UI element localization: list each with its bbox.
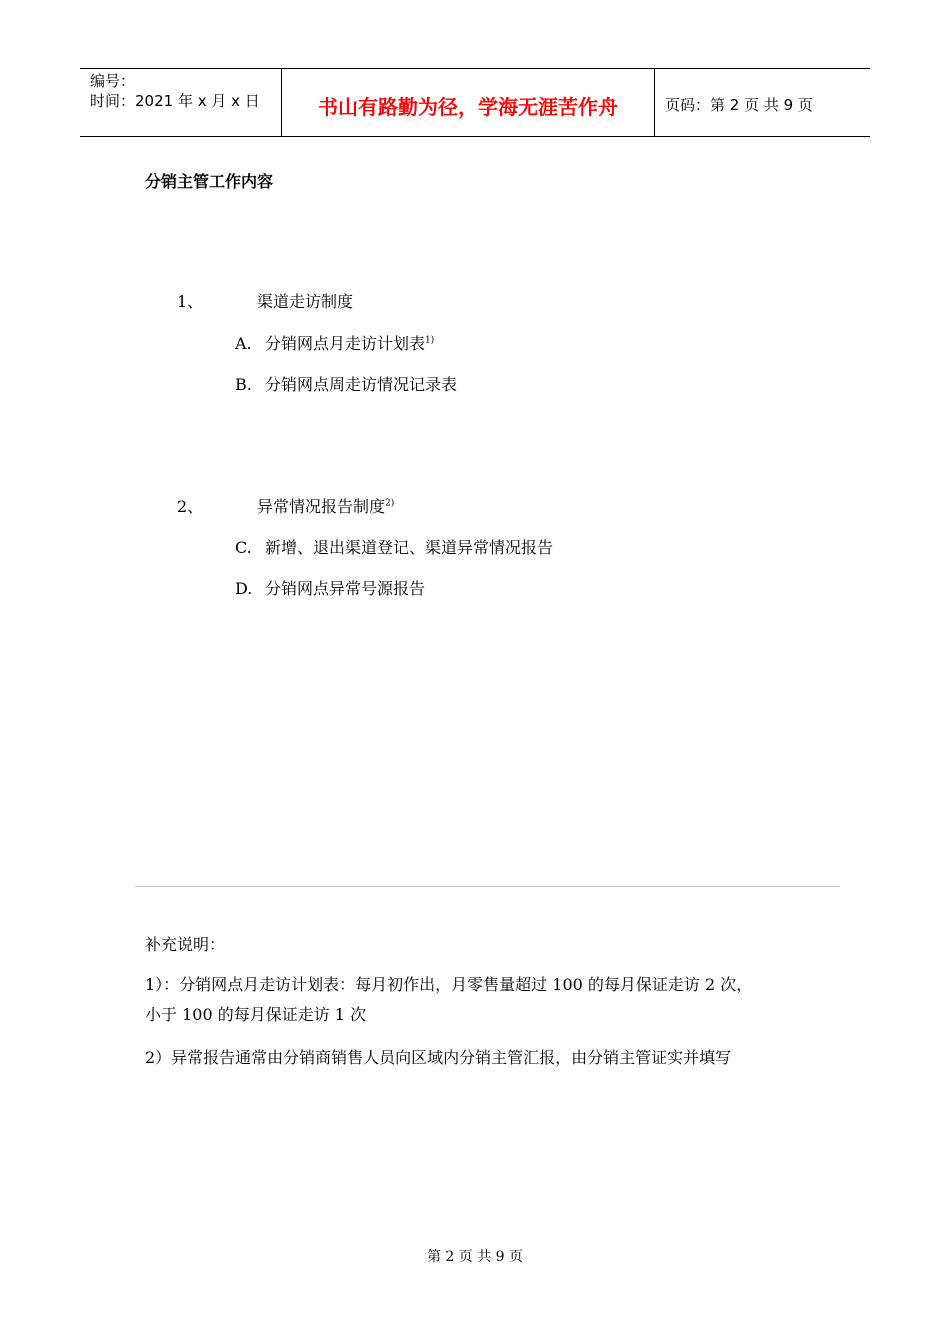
list-item-text: 分销网点周走访情况记录表: [265, 375, 458, 394]
list-item-letter: A.: [235, 334, 252, 353]
section-heading: [257, 289, 353, 312]
section-heading-text: 异常情况报告制度: [257, 497, 386, 516]
list-item-text: 分销网点异常号源报告: [265, 579, 426, 598]
footnote-ref: 1): [425, 335, 435, 346]
section-number: 1、: [177, 292, 204, 311]
list-item-letter: B.: [235, 375, 252, 394]
page-header: [80, 68, 870, 137]
section-heading-text: 渠道走访制度: [257, 292, 354, 311]
list-item-letter: D.: [235, 579, 253, 598]
header-motto: 书山有路勤为径，学海无涯苦作舟: [318, 95, 618, 119]
note-2: 2）异常报告通常由分销商销售人员向区域内分销主管汇报，由分销主管证实并填写: [145, 1048, 732, 1067]
list-item: [235, 535, 553, 558]
list-item: [235, 576, 425, 599]
section-heading: [257, 494, 394, 517]
note-1-line-2: 小于 100 的每月保证走访 1 次: [145, 1005, 367, 1024]
list-item: [235, 331, 434, 354]
header-time-label: 时间：2021 年 x 月 x 日: [90, 92, 260, 110]
divider-line: [135, 886, 840, 887]
list-item: [235, 372, 457, 395]
note-1: [145, 970, 752, 1030]
page-footer: 第 2 页 共 9 页: [426, 1249, 524, 1265]
header-number-label: 编号：: [90, 72, 136, 90]
header-divider: [654, 69, 655, 136]
list-item-letter: C.: [235, 538, 252, 557]
header-page-info: 页码：第 2 页 共 9 页: [665, 96, 813, 114]
page-title: 分销主管工作内容: [145, 172, 274, 191]
footnote-ref: 2): [385, 498, 395, 509]
list-item-text: 新增、退出渠道登记、渠道异常情况报告: [265, 538, 554, 557]
notes-heading: 补充说明：: [145, 935, 226, 954]
list-item-text: 分销网点月走访计划表: [265, 334, 426, 353]
header-meta: [90, 71, 260, 111]
note-1-line-1: 1）：分销网点月走访计划表：每月初作出，月零售量超过 100 的每月保证走访 2 次，: [145, 975, 753, 994]
section-number: 2、: [177, 497, 204, 516]
